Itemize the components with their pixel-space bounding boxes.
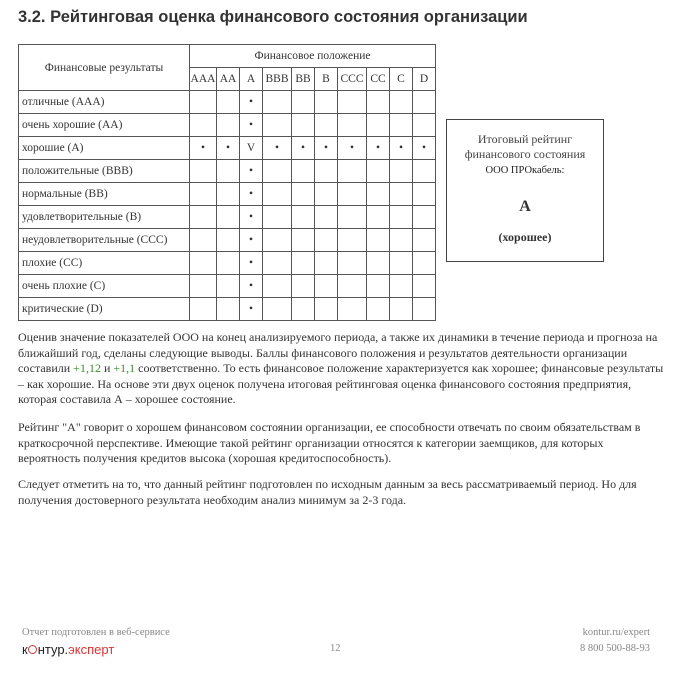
table-cell bbox=[263, 206, 292, 229]
table-cell bbox=[292, 114, 315, 137]
table-cell bbox=[217, 91, 240, 114]
table-row bbox=[19, 137, 436, 160]
table-row bbox=[19, 114, 436, 137]
table-cell bbox=[190, 114, 217, 137]
table-cell bbox=[292, 298, 315, 321]
table-cell bbox=[315, 91, 338, 114]
row-label: очень хорошие (AA) bbox=[19, 114, 190, 137]
table-cell bbox=[338, 275, 367, 298]
table-cell bbox=[190, 275, 217, 298]
table-cell bbox=[413, 229, 436, 252]
table-row bbox=[19, 229, 436, 252]
table-cell bbox=[413, 91, 436, 114]
table-cell bbox=[390, 229, 413, 252]
column-header: C bbox=[390, 68, 413, 91]
conclusion-paragraph-1: Оценив значение показателей ООО на конец анализируемого периода, а также их динамики в течение периода и прогноза на ближайший год, сделаны следующие выводы. Баллы финансового положения и результатов деятельности организации составили +1,12 и +1,1 соответственно. То есть финансовое положение характеризуется как хорошее; финансовые результаты – как хорошие. На основе эти двух оценок получена итоговая рейтинговая оценка финансового состояния предприятия, которая составила А – хорошее состояние. bbox=[18, 330, 664, 406]
table-cell: • bbox=[240, 206, 263, 229]
footer-phone: 8 800 500-88-93 bbox=[580, 643, 650, 654]
table-cell bbox=[390, 114, 413, 137]
footer-site-link[interactable]: kontur.ru/expert bbox=[582, 627, 650, 638]
table-cell bbox=[190, 229, 217, 252]
table-cell bbox=[390, 298, 413, 321]
table-cell: • bbox=[367, 137, 390, 160]
row-label: очень плохие (C) bbox=[19, 275, 190, 298]
column-header: AA bbox=[217, 68, 240, 91]
table-cell bbox=[338, 114, 367, 137]
table-row bbox=[19, 91, 436, 114]
page-number: 12 bbox=[330, 643, 341, 654]
table-cell: V bbox=[240, 137, 263, 160]
column-header: BB bbox=[292, 68, 315, 91]
kontur-expert-logo: к нтур.эксперт bbox=[22, 642, 115, 657]
table-cell bbox=[390, 160, 413, 183]
table-cell bbox=[263, 160, 292, 183]
table-cell bbox=[367, 91, 390, 114]
row-label: отличные (AAA) bbox=[19, 91, 190, 114]
table-cell bbox=[263, 252, 292, 275]
table-cell bbox=[367, 298, 390, 321]
table-cell bbox=[413, 160, 436, 183]
table-cell: • bbox=[338, 137, 367, 160]
table-cell bbox=[367, 206, 390, 229]
table-cell bbox=[367, 183, 390, 206]
table-cell bbox=[413, 206, 436, 229]
table-cell bbox=[217, 298, 240, 321]
table-row bbox=[19, 275, 436, 298]
table-cell: • bbox=[315, 137, 338, 160]
table-row bbox=[19, 206, 436, 229]
table-cell bbox=[190, 206, 217, 229]
table-cell: • bbox=[390, 137, 413, 160]
row-label: неудовлетворительные (CCC) bbox=[19, 229, 190, 252]
table-cell bbox=[190, 160, 217, 183]
table-cell: • bbox=[240, 91, 263, 114]
table-cell bbox=[190, 252, 217, 275]
table-cell bbox=[190, 298, 217, 321]
column-header: B bbox=[315, 68, 338, 91]
table-cell bbox=[390, 91, 413, 114]
row-label: хорошие (A) bbox=[19, 137, 190, 160]
table-cell bbox=[315, 229, 338, 252]
table-cell bbox=[315, 252, 338, 275]
row-label: критические (D) bbox=[19, 298, 190, 321]
table-cell bbox=[217, 114, 240, 137]
table-cell bbox=[217, 206, 240, 229]
rating-heading: Итоговый рейтинг финансового состояния bbox=[464, 132, 586, 161]
table-cell bbox=[338, 252, 367, 275]
table-row bbox=[19, 160, 436, 183]
table-cell bbox=[390, 275, 413, 298]
table-cell: • bbox=[240, 229, 263, 252]
table-cell bbox=[292, 252, 315, 275]
table-cell bbox=[292, 183, 315, 206]
table-cell: • bbox=[240, 114, 263, 137]
table-cell bbox=[190, 183, 217, 206]
table-cell bbox=[338, 298, 367, 321]
table-cell bbox=[367, 252, 390, 275]
rating-summary-box bbox=[446, 119, 604, 262]
table-cell bbox=[263, 91, 292, 114]
table-cell: • bbox=[240, 252, 263, 275]
row-label: плохие (CC) bbox=[19, 252, 190, 275]
column-header: CCC bbox=[338, 68, 367, 91]
table-cell bbox=[217, 183, 240, 206]
table-cell bbox=[367, 114, 390, 137]
table-cell bbox=[263, 229, 292, 252]
table-cell bbox=[263, 183, 292, 206]
table-cell bbox=[217, 252, 240, 275]
column-header: CC bbox=[367, 68, 390, 91]
table-cell bbox=[292, 275, 315, 298]
table-row bbox=[19, 298, 436, 321]
table-cell bbox=[390, 206, 413, 229]
group-header: Финансовое положение bbox=[190, 45, 436, 68]
rating-grade: A bbox=[519, 198, 531, 215]
table-cell bbox=[263, 298, 292, 321]
table-cell bbox=[413, 183, 436, 206]
table-cell bbox=[413, 114, 436, 137]
rating-grade-text: (хорошее) bbox=[498, 230, 552, 244]
table-row bbox=[19, 252, 436, 275]
table-cell bbox=[315, 160, 338, 183]
table-cell: • bbox=[240, 275, 263, 298]
table-cell: • bbox=[292, 137, 315, 160]
table-cell bbox=[367, 275, 390, 298]
row-label: нормальные (BB) bbox=[19, 183, 190, 206]
row-header: Финансовые результаты bbox=[19, 45, 190, 91]
table-cell bbox=[263, 275, 292, 298]
table-cell bbox=[292, 206, 315, 229]
rating-table bbox=[18, 44, 436, 321]
table-cell bbox=[190, 91, 217, 114]
column-header: A bbox=[240, 68, 263, 91]
table-cell bbox=[338, 183, 367, 206]
table-cell bbox=[390, 252, 413, 275]
table-row bbox=[19, 183, 436, 206]
table-cell bbox=[315, 183, 338, 206]
table-cell bbox=[217, 229, 240, 252]
table-cell: • bbox=[240, 160, 263, 183]
table-cell bbox=[217, 275, 240, 298]
table-cell bbox=[315, 206, 338, 229]
table-cell bbox=[217, 160, 240, 183]
table-cell bbox=[338, 160, 367, 183]
column-header: BBB bbox=[263, 68, 292, 91]
row-label: удовлетворительные (B) bbox=[19, 206, 190, 229]
table-cell bbox=[413, 298, 436, 321]
table-cell bbox=[390, 183, 413, 206]
table-cell: • bbox=[240, 298, 263, 321]
table-cell: • bbox=[217, 137, 240, 160]
score-position: +1,12 bbox=[73, 361, 101, 375]
row-label: положительные (BBB) bbox=[19, 160, 190, 183]
table-cell bbox=[315, 298, 338, 321]
table-cell bbox=[338, 91, 367, 114]
table-cell bbox=[292, 160, 315, 183]
column-header: AAA bbox=[190, 68, 217, 91]
table-cell bbox=[315, 275, 338, 298]
table-cell bbox=[315, 114, 338, 137]
table-cell: • bbox=[413, 137, 436, 160]
table-cell bbox=[263, 114, 292, 137]
table-cell: • bbox=[190, 137, 217, 160]
page-title: 3.2. Рейтинговая оценка финансового состояния организации bbox=[18, 8, 528, 26]
table-cell bbox=[367, 160, 390, 183]
table-cell bbox=[413, 252, 436, 275]
table-cell: • bbox=[240, 183, 263, 206]
table-cell: • bbox=[263, 137, 292, 160]
conclusion-paragraph-3: Следует отметить на то, что данный рейтинг подготовлен по исходным данным за весь рассматриваемый период. Но для получения достоверного результата необходим анализ минимум за 2-3 года. bbox=[18, 477, 637, 507]
score-results: +1,1 bbox=[113, 361, 136, 375]
table-cell bbox=[292, 229, 315, 252]
footer-prepared-text: Отчет подготовлен в веб-сервисе bbox=[22, 627, 170, 638]
table-cell bbox=[292, 91, 315, 114]
company-name: ООО ПРОкабель: bbox=[485, 165, 565, 176]
conclusion-paragraph-2: Рейтинг "A" говорит о хорошем финансовом состоянии организации, ее способности отвечать по своим обязательствам в краткосрочной перспективе. Имеющие такой рейтинг организации относятся к категории заемщиков, для которых вероятность получения кредитов высока (хорошая кредитоспособность). bbox=[18, 420, 641, 465]
table-cell bbox=[338, 206, 367, 229]
table-cell bbox=[367, 229, 390, 252]
table-cell bbox=[338, 229, 367, 252]
logo-ring-icon bbox=[28, 645, 37, 654]
column-header: D bbox=[413, 68, 436, 91]
table-cell bbox=[413, 275, 436, 298]
